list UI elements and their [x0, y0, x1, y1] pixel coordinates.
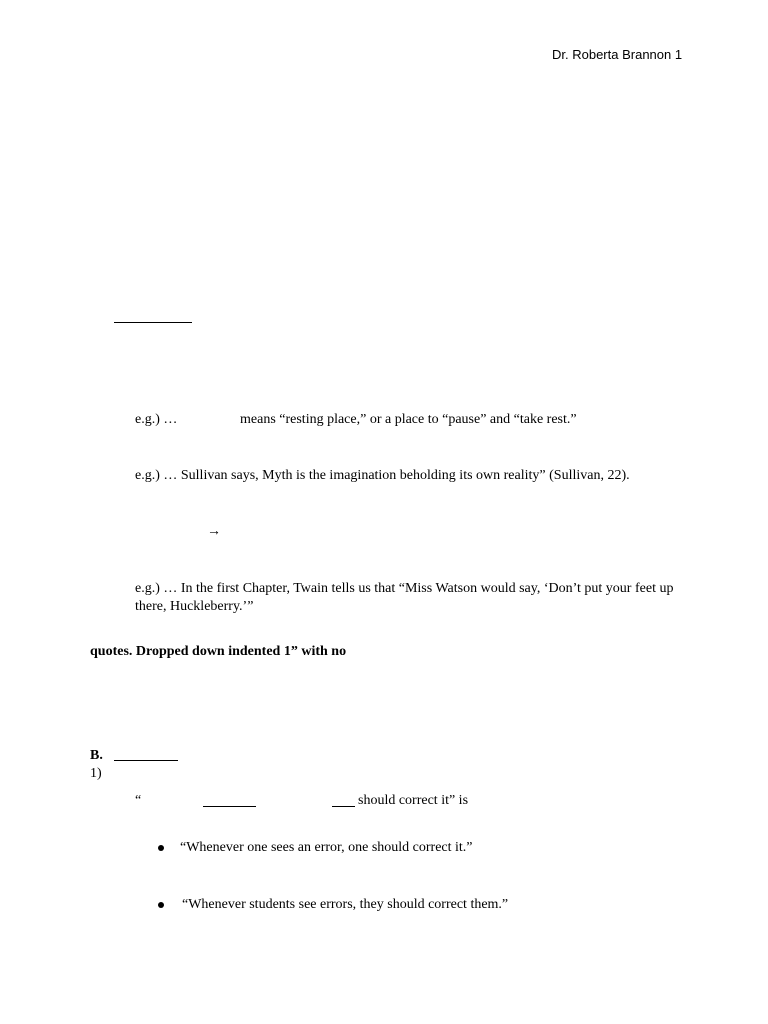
bullet-icon	[158, 845, 164, 851]
bullet-icon	[158, 902, 164, 908]
item-1-number: 1)	[90, 766, 102, 781]
blank-rule-heading	[114, 322, 192, 323]
quotes-instruction: quotes. Dropped down indented 1” with no	[90, 644, 347, 659]
blank-rule-sentence-1	[203, 806, 256, 807]
open-quote: “	[135, 793, 142, 808]
example-3-line-1: e.g.) … In the first Chapter, Twain tells us that “Miss Watson would say, ‘Don’t put your feet up	[135, 581, 674, 596]
blank-rule-sentence-2	[332, 806, 355, 807]
blank-rule-section-b	[114, 760, 178, 761]
list-item: “Whenever one sees an error, one should correct it.”	[180, 840, 473, 855]
sentence-end: should correct it” is	[358, 793, 469, 808]
example-1-prefix: e.g.) …	[135, 412, 178, 427]
list-item: “Whenever students see errors, they should correct them.”	[182, 897, 509, 912]
arrow-glyph: →	[207, 524, 221, 539]
example-3-line-2: there, Huckleberry.’”	[135, 599, 254, 614]
section-b-label: B.	[90, 748, 103, 763]
page-header: Dr. Roberta Brannon 1	[552, 47, 683, 62]
example-1-text: means “resting place,” or a place to “pause” and “take rest.”	[240, 412, 577, 427]
example-2-text: e.g.) … Sullivan says, Myth is the imagination beholding its own reality” (Sullivan, 22).	[135, 468, 630, 483]
